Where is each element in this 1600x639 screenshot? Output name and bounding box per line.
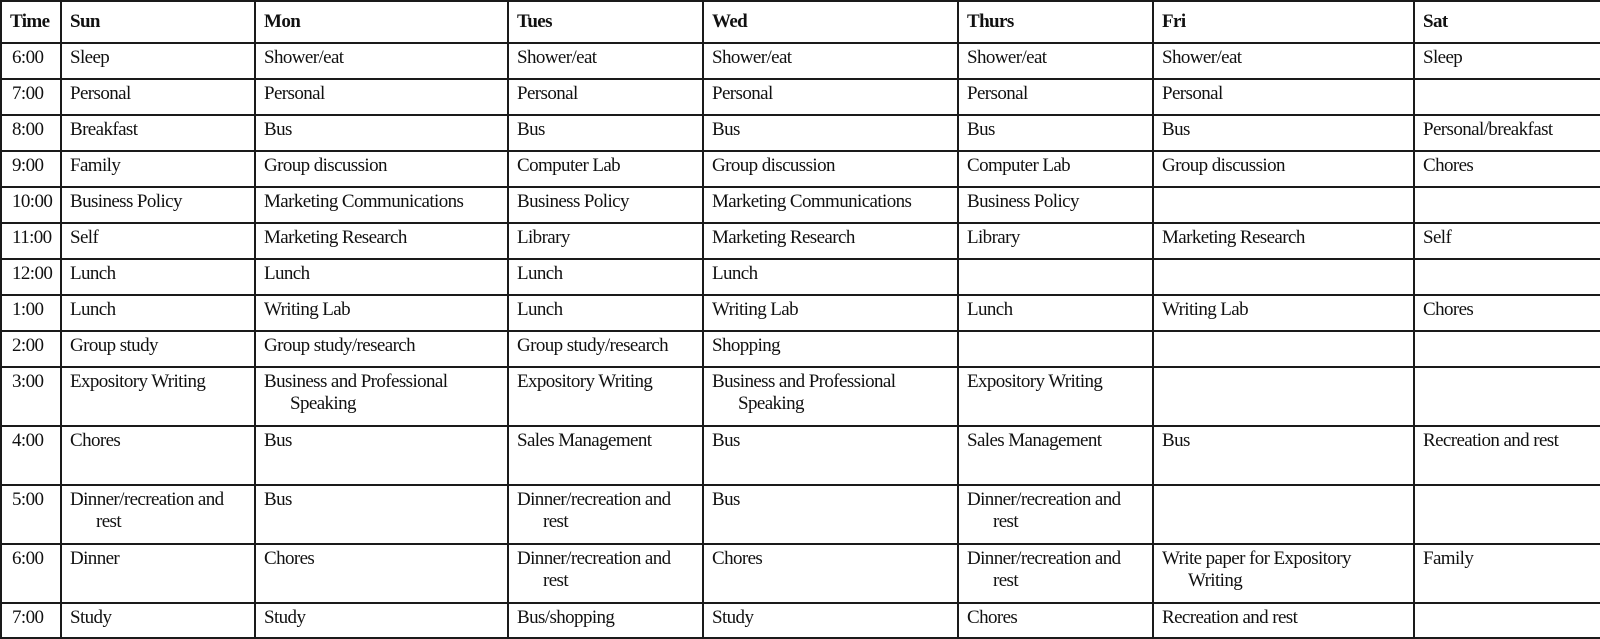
activity-label: Dinner/recreation and rest xyxy=(517,548,671,591)
schedule-cell-fri xyxy=(1153,259,1414,295)
activity-label: Bus xyxy=(712,489,740,510)
activity-label: Shopping xyxy=(712,335,781,356)
column-header-fri: Fri xyxy=(1153,1,1414,43)
schedule-cell-wed xyxy=(703,259,958,295)
table-row xyxy=(1,115,1600,151)
schedule-cell-tues xyxy=(508,544,703,603)
time-cell: 5:00 xyxy=(1,485,61,544)
schedule-cell-wed xyxy=(703,426,958,485)
schedule-cell-sun xyxy=(61,603,255,638)
schedule-cell-mon xyxy=(255,115,508,151)
activity-label: Bus xyxy=(517,119,545,140)
time-cell: 4:00 xyxy=(1,426,61,485)
activity-label: Group discussion xyxy=(1162,155,1285,176)
schedule-cell-tues xyxy=(508,295,703,331)
activity-label: Sleep xyxy=(70,47,110,68)
schedule-cell-sun xyxy=(61,426,255,485)
activity-label: Marketing Research xyxy=(264,227,407,248)
activity-label: Chores xyxy=(1423,299,1474,320)
activity-label: Lunch xyxy=(517,299,563,320)
activity-label: Family xyxy=(70,155,121,176)
schedule-cell-sat xyxy=(1414,259,1600,295)
schedule-cell-sat xyxy=(1414,485,1600,544)
schedule-cell-sat xyxy=(1414,544,1600,603)
activity-label: Breakfast xyxy=(70,119,138,140)
schedule-cell-mon xyxy=(255,259,508,295)
activity-label: Bus/shopping xyxy=(517,607,615,628)
activity-label: Lunch xyxy=(967,299,1013,320)
activity-label: Lunch xyxy=(70,299,116,320)
schedule-cell-mon xyxy=(255,223,508,259)
activity-label: Recreation and rest xyxy=(1162,607,1298,628)
schedule-cell-mon xyxy=(255,79,508,115)
table-row xyxy=(1,259,1600,295)
time-cell: 6:00 xyxy=(1,43,61,79)
activity-label: Shower/eat xyxy=(967,47,1047,68)
activity-label: Marketing Communications xyxy=(712,191,912,212)
time-cell: 1:00 xyxy=(1,295,61,331)
schedule-cell-sat xyxy=(1414,43,1600,79)
time-cell: 7:00 xyxy=(1,603,61,638)
activity-label: Bus xyxy=(1162,430,1190,451)
schedule-cell-wed xyxy=(703,295,958,331)
activity-label: Marketing Research xyxy=(712,227,855,248)
schedule-cell-thurs xyxy=(958,187,1153,223)
schedule-cell-sat xyxy=(1414,151,1600,187)
activity-label: Sales Management xyxy=(967,430,1102,451)
schedule-cell-mon xyxy=(255,295,508,331)
schedule-cell-mon xyxy=(255,151,508,187)
activity-label: Bus xyxy=(1162,119,1190,140)
activity-label: Personal xyxy=(517,83,578,104)
schedule-cell-tues xyxy=(508,187,703,223)
schedule-cell-mon xyxy=(255,43,508,79)
activity-label: Bus xyxy=(264,489,292,510)
schedule-cell-tues xyxy=(508,367,703,426)
activity-label: Bus xyxy=(264,430,292,451)
schedule-cell-wed xyxy=(703,485,958,544)
schedule-cell-fri xyxy=(1153,331,1414,367)
column-header-sun: Sun xyxy=(61,1,255,43)
schedule-cell-fri xyxy=(1153,603,1414,638)
schedule-body xyxy=(1,43,1600,638)
schedule-cell-fri xyxy=(1153,367,1414,426)
schedule-cell-sat xyxy=(1414,367,1600,426)
schedule-cell-thurs xyxy=(958,79,1153,115)
activity-label: Group discussion xyxy=(264,155,387,176)
activity-label: Personal xyxy=(70,83,131,104)
activity-label: Expository Writing xyxy=(517,371,653,392)
activity-label: Computer Lab xyxy=(517,155,621,176)
schedule-cell-sun xyxy=(61,151,255,187)
schedule-cell-tues xyxy=(508,259,703,295)
schedule-cell-mon xyxy=(255,367,508,426)
schedule-cell-thurs xyxy=(958,426,1153,485)
schedule-cell-thurs xyxy=(958,544,1153,603)
activity-label: Shower/eat xyxy=(712,47,792,68)
activity-label: Marketing Communications xyxy=(264,191,464,212)
schedule-cell-sun xyxy=(61,115,255,151)
activity-label: Lunch xyxy=(712,263,758,284)
schedule-cell-thurs xyxy=(958,485,1153,544)
schedule-cell-sun xyxy=(61,331,255,367)
schedule-cell-sat xyxy=(1414,331,1600,367)
schedule-cell-fri xyxy=(1153,426,1414,485)
time-cell: 11:00 xyxy=(1,223,61,259)
schedule-cell-fri xyxy=(1153,151,1414,187)
table-row xyxy=(1,426,1600,485)
activity-label: Dinner/recreation and rest xyxy=(70,489,224,532)
activity-label: Chores xyxy=(1423,155,1474,176)
schedule-cell-tues xyxy=(508,115,703,151)
activity-label: Bus xyxy=(967,119,995,140)
schedule-cell-sat xyxy=(1414,187,1600,223)
activity-label: Group study/research xyxy=(517,335,669,356)
table-row xyxy=(1,223,1600,259)
schedule-cell-mon xyxy=(255,331,508,367)
schedule-cell-mon xyxy=(255,485,508,544)
activity-label: Group study xyxy=(70,335,158,356)
activity-label: Library xyxy=(967,227,1020,248)
schedule-cell-fri xyxy=(1153,544,1414,603)
schedule-cell-wed xyxy=(703,151,958,187)
activity-label: Business Policy xyxy=(517,191,629,212)
table-row xyxy=(1,603,1600,638)
schedule-cell-tues xyxy=(508,151,703,187)
schedule-cell-sun xyxy=(61,259,255,295)
activity-label: Sales Management xyxy=(517,430,652,451)
schedule-cell-sat xyxy=(1414,115,1600,151)
activity-label: Self xyxy=(70,227,99,248)
activity-label: Lunch xyxy=(70,263,116,284)
schedule-cell-tues xyxy=(508,223,703,259)
schedule-cell-tues xyxy=(508,485,703,544)
activity-label: Writing Lab xyxy=(264,299,351,320)
schedule-cell-wed xyxy=(703,115,958,151)
time-cell: 6:00 xyxy=(1,544,61,603)
column-header-time: Time xyxy=(1,1,61,43)
activity-label: Business Policy xyxy=(967,191,1079,212)
activity-label: Business and Professional Speaking xyxy=(264,371,448,414)
table-row xyxy=(1,43,1600,79)
activity-label: Expository Writing xyxy=(967,371,1103,392)
schedule-cell-thurs xyxy=(958,603,1153,638)
activity-label: Family xyxy=(1423,548,1474,569)
activity-label: Dinner/recreation and rest xyxy=(967,489,1121,532)
schedule-cell-thurs xyxy=(958,295,1153,331)
column-header-thurs: Thurs xyxy=(958,1,1153,43)
activity-label: Personal/breakfast xyxy=(1423,119,1553,140)
schedule-cell-wed xyxy=(703,43,958,79)
activity-label: Bus xyxy=(712,430,740,451)
activity-label: Study xyxy=(264,607,306,628)
activity-label: Marketing Research xyxy=(1162,227,1305,248)
column-header-wed: Wed xyxy=(703,1,958,43)
activity-label: Lunch xyxy=(264,263,310,284)
activity-label: Dinner/recreation and rest xyxy=(967,548,1121,591)
activity-label: Writing Lab xyxy=(1162,299,1249,320)
column-header-sat: Sat xyxy=(1414,1,1600,43)
schedule-cell-tues xyxy=(508,603,703,638)
activity-label: Business and Professional Speaking xyxy=(712,371,896,414)
schedule-cell-sun xyxy=(61,485,255,544)
time-cell: 12:00 xyxy=(1,259,61,295)
schedule-cell-sun xyxy=(61,295,255,331)
schedule-cell-mon xyxy=(255,544,508,603)
activity-label: Group study/research xyxy=(264,335,416,356)
time-cell: 2:00 xyxy=(1,331,61,367)
table-row xyxy=(1,485,1600,544)
activity-label: Shower/eat xyxy=(264,47,344,68)
schedule-cell-thurs xyxy=(958,367,1153,426)
schedule-cell-tues xyxy=(508,331,703,367)
schedule-cell-sun xyxy=(61,43,255,79)
schedule-cell-thurs xyxy=(958,259,1153,295)
activity-label: Chores xyxy=(264,548,315,569)
schedule-cell-thurs xyxy=(958,151,1153,187)
schedule-cell-sun xyxy=(61,223,255,259)
column-header-mon: Mon xyxy=(255,1,508,43)
schedule-cell-wed xyxy=(703,223,958,259)
schedule-cell-sat xyxy=(1414,603,1600,638)
schedule-cell-sat xyxy=(1414,295,1600,331)
activity-label: Shower/eat xyxy=(1162,47,1242,68)
time-cell: 9:00 xyxy=(1,151,61,187)
table-row xyxy=(1,367,1600,426)
schedule-cell-sat xyxy=(1414,223,1600,259)
activity-label: Bus xyxy=(712,119,740,140)
activity-label: Study xyxy=(70,607,112,628)
activity-label: Personal xyxy=(712,83,773,104)
time-cell: 8:00 xyxy=(1,115,61,151)
activity-label: Chores xyxy=(70,430,121,451)
time-cell: 3:00 xyxy=(1,367,61,426)
schedule-cell-wed xyxy=(703,79,958,115)
schedule-cell-mon xyxy=(255,187,508,223)
schedule-cell-fri xyxy=(1153,43,1414,79)
activity-label: Write paper for Expository Writing xyxy=(1162,548,1351,591)
schedule-cell-fri xyxy=(1153,485,1414,544)
activity-label: Chores xyxy=(967,607,1018,628)
schedule-cell-tues xyxy=(508,43,703,79)
header-row xyxy=(1,1,1600,43)
schedule-cell-tues xyxy=(508,79,703,115)
activity-label: Business Policy xyxy=(70,191,182,212)
schedule-cell-wed xyxy=(703,187,958,223)
activity-label: Writing Lab xyxy=(712,299,799,320)
activity-label: Shower/eat xyxy=(517,47,597,68)
schedule-cell-thurs xyxy=(958,43,1153,79)
schedule-cell-sat xyxy=(1414,79,1600,115)
schedule-cell-sat xyxy=(1414,426,1600,485)
schedule-cell-thurs xyxy=(958,223,1153,259)
schedule-cell-fri xyxy=(1153,223,1414,259)
table-row xyxy=(1,79,1600,115)
schedule-cell-wed xyxy=(703,603,958,638)
schedule-cell-thurs xyxy=(958,331,1153,367)
schedule-cell-sun xyxy=(61,187,255,223)
activity-label: Personal xyxy=(967,83,1028,104)
schedule-cell-wed xyxy=(703,331,958,367)
activity-label: Personal xyxy=(264,83,325,104)
table-row xyxy=(1,331,1600,367)
activity-label: Dinner xyxy=(70,548,120,569)
activity-label: Personal xyxy=(1162,83,1223,104)
schedule-cell-fri xyxy=(1153,187,1414,223)
activity-label: Sleep xyxy=(1423,47,1463,68)
time-cell: 10:00 xyxy=(1,187,61,223)
table-row xyxy=(1,187,1600,223)
schedule-cell-tues xyxy=(508,426,703,485)
time-cell: 7:00 xyxy=(1,79,61,115)
activity-label: Computer Lab xyxy=(967,155,1071,176)
schedule-cell-fri xyxy=(1153,295,1414,331)
schedule-cell-sun xyxy=(61,367,255,426)
activity-label: Chores xyxy=(712,548,763,569)
schedule-cell-mon xyxy=(255,603,508,638)
activity-label: Recreation and rest xyxy=(1423,430,1559,451)
activity-label: Library xyxy=(517,227,570,248)
schedule-cell-sun xyxy=(61,544,255,603)
schedule-cell-mon xyxy=(255,426,508,485)
activity-label: Self xyxy=(1423,227,1452,248)
schedule-cell-thurs xyxy=(958,115,1153,151)
activity-label: Expository Writing xyxy=(70,371,206,392)
activity-label: Group discussion xyxy=(712,155,835,176)
schedule-cell-wed xyxy=(703,544,958,603)
column-header-tues: Tues xyxy=(508,1,703,43)
activity-label: Dinner/recreation and rest xyxy=(517,489,671,532)
activity-label: Study xyxy=(712,607,754,628)
activity-label: Bus xyxy=(264,119,292,140)
schedule-cell-fri xyxy=(1153,79,1414,115)
table-row xyxy=(1,544,1600,603)
table-row xyxy=(1,151,1600,187)
activity-label: Lunch xyxy=(517,263,563,284)
schedule-cell-sun xyxy=(61,79,255,115)
table-row xyxy=(1,295,1600,331)
schedule-cell-wed xyxy=(703,367,958,426)
schedule-cell-fri xyxy=(1153,115,1414,151)
